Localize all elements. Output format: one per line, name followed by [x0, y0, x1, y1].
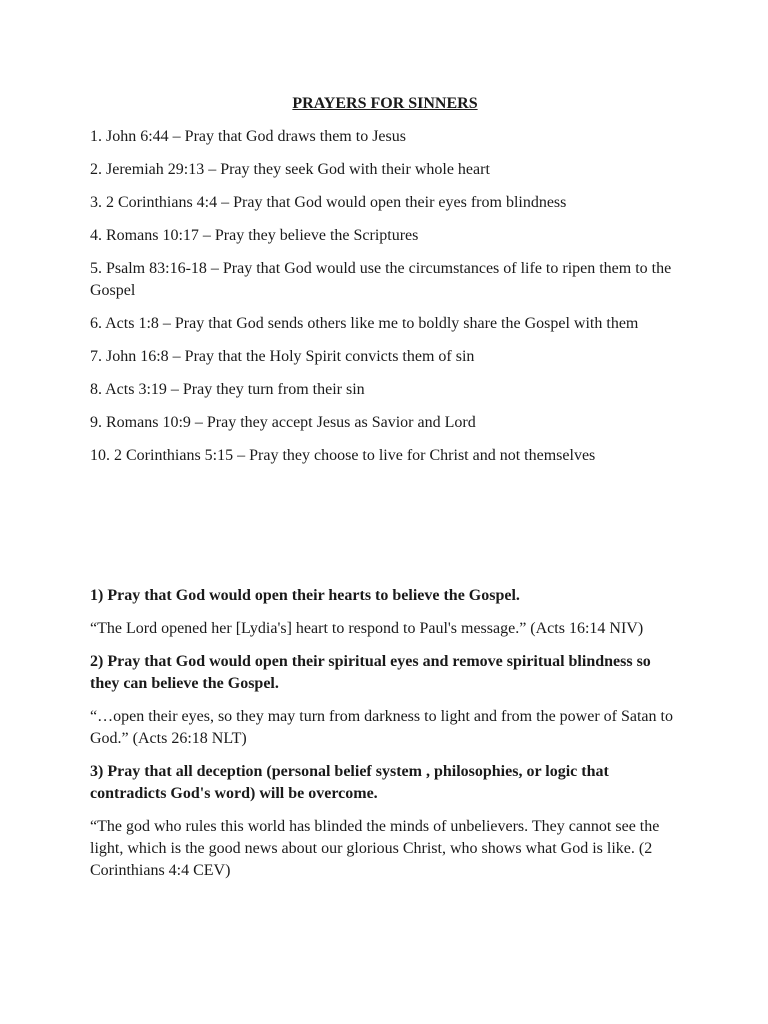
list-item: 2. Jeremiah 29:13 – Pray they seek God with their whole heart [90, 161, 490, 178]
blank-space [90, 478, 680, 585]
prayer-section [90, 651, 680, 750]
prayer-section [90, 761, 680, 882]
prayer-list [90, 126, 680, 467]
list-item: 6. Acts 1:8 – Pray that God sends others like me to boldly share the Gospel with them [90, 315, 639, 332]
list-item: 8. Acts 3:19 – Pray they turn from their sin [90, 381, 365, 398]
scripture-quote: “The god who rules this world has blinded the minds of unbelievers. They cannot see the light, which is the good news about our glorious Christ, who shows what God is like. (2 Corinthians 4:4 CEV) [90, 818, 660, 879]
prayer-section [90, 585, 680, 640]
list-item: 1. John 6:44 – Pray that God draws them to Jesus [90, 128, 406, 145]
section-heading: 1) Pray that God would open their hearts to believe the Gospel. [90, 587, 520, 604]
section-heading: 2) Pray that God would open their spiritual eyes and remove spiritual blindness so they can believe the Gospel. [90, 653, 651, 692]
list-item: 7. John 16:8 – Pray that the Holy Spirit convicts them of sin [90, 348, 475, 365]
scripture-quote: “…open their eyes, so they may turn from darkness to light and from the power of Satan to God.” (Acts 26:18 NLT) [90, 708, 673, 747]
scripture-quote: “The Lord opened her [Lydia's] heart to respond to Paul's message.” (Acts 16:14 NIV) [90, 620, 644, 637]
list-item: 9. Romans 10:9 – Pray they accept Jesus as Savior and Lord [90, 414, 476, 431]
list-item: 3. 2 Corinthians 4:4 – Pray that God would open their eyes from blindness [90, 194, 567, 211]
list-item: 4. Romans 10:17 – Pray they believe the Scriptures [90, 227, 419, 244]
list-item: 5. Psalm 83:16-18 – Pray that God would use the circumstances of life to ripen them to the Gospel [90, 260, 672, 299]
document-title: PRAYERS FOR SINNERS [292, 95, 478, 112]
list-item: 10. 2 Corinthians 5:15 – Pray they choose to live for Christ and not themselves [90, 447, 596, 464]
section-heading: 3) Pray that all deception (personal belief system , philosophies, or logic that contradicts God's word) will be overcome. [90, 763, 609, 802]
document-page [90, 93, 680, 893]
